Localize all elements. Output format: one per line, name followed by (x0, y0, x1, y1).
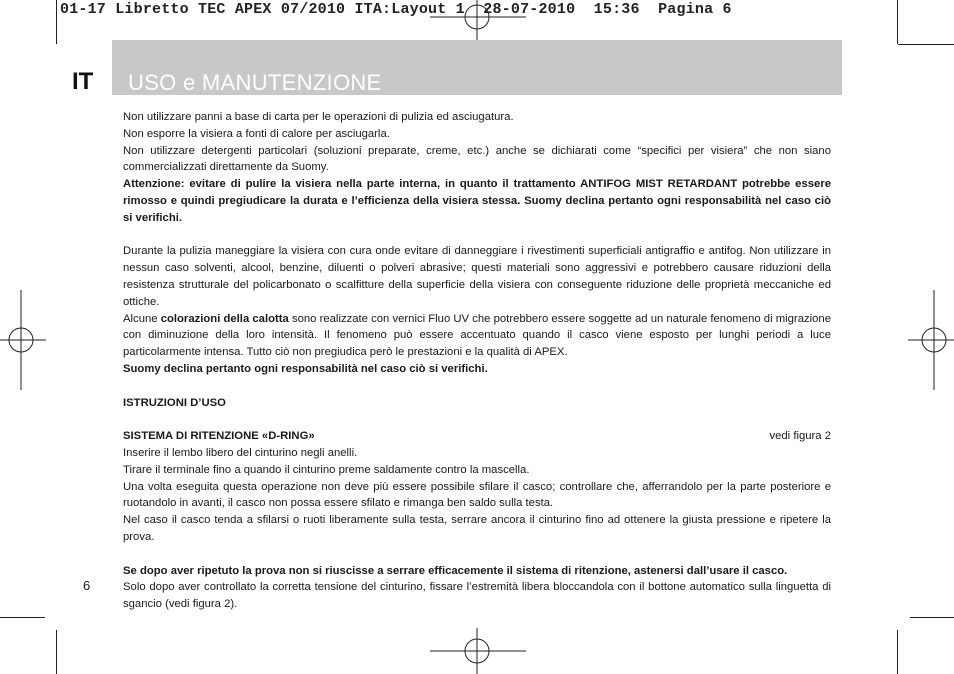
registration-mark-bottom (430, 628, 526, 674)
heading-sistema: SISTEMA DI RITENZIONE «D-RING» (123, 430, 315, 443)
paragraph-text: sono realizzate con vernici Fluo UV che potrebbero essere soggette ad un naturale fenomeno di migrazione con diminuzione della loro intensità. Il fenomeno può essere accentuato quando il casco viene esposto per lunghi periodi a luce particolarmente intensa. Tutto ciò non pregiudica però le prestazioni e la qualità di APEX. (123, 312, 831, 359)
paragraph: Tirare il terminale fino a quando il cinturino preme saldamente contro la mascella. (123, 463, 530, 476)
warning-paragraph: Attenzione: evitare di pulire la visiera nella parte interna, in quanto il trattamento ANTIFOG MIST RETARDANT potrebbe essere rimosso e quindi pregiudicare la durata e l’efficienza della visiera stessa. Suomy declina pertanto ogni responsabilità nel caso ciò si verifichi. (123, 178, 831, 224)
paragraph: Una volta eseguita questa operazione non deve più essere possibile sfilare il casco; controllare che, afferrandolo per la parte posteriore e ruotandolo in avanti, il casco non possa essere sfilato e rimanga ben saldo sulla testa. (123, 480, 831, 510)
paragraph (123, 311, 831, 361)
paragraph: Non utilizzare detergenti particolari (soluzioni preparate, creme, etc.) anche se dichiarati come “specifici per visiera” che non siano commercializzati direttamente da Suomy. (123, 144, 831, 174)
registration-mark-left (0, 290, 46, 390)
paragraph: Non esporre la visiera a fonti di calore per asciugarla. (123, 127, 390, 140)
paragraph-emphasis: colorazioni della calotta (160, 312, 289, 325)
crop-mark-top-left (56, 0, 57, 44)
heading-row-sistema (123, 428, 831, 445)
print-slug-line: 01-17 Libretto TEC APEX 07/2010 ITA:Layout 1 28-07-2010 15:36 Pagina 6 (60, 1, 732, 18)
crop-mark-bottom-right-h (910, 617, 954, 618)
crop-mark-bottom-right (897, 630, 898, 674)
heading-istruzioni: ISTRUZIONI D’USO (123, 396, 226, 409)
figure-reference: vedi figura 2 (769, 430, 831, 443)
page-content (123, 109, 831, 613)
paragraph: Inserire il lembo libero del cinturino negli anelli. (123, 446, 358, 459)
crop-mark-top-right (897, 0, 898, 44)
paragraph: Durante la pulizia maneggiare la visiera con cura onde evitare di danneggiare i rivestimenti superficiali antigraffio e antifog. Non utilizzare in nessun caso solventi, alcool, benzine, diluenti o polveri abrasive; questi materiali sono aggressivi e potrebbero causare riduzioni della resistenza strutturale del policarbonato o scalfitture della superficie della visiera con conseguente riduzione delle proprietà meccaniche ed ottiche. (123, 245, 831, 308)
registration-mark-right (908, 290, 954, 390)
section-title: USO e MANUTENZIONE (128, 70, 382, 95)
crop-mark-bottom-left-h (0, 617, 45, 618)
crop-mark-bottom-left (56, 630, 57, 674)
warning-paragraph: Suomy declina pertanto ogni responsabilità nel caso ciò si verifichi. (123, 362, 488, 375)
language-code: IT (72, 68, 94, 95)
warning-paragraph: Se dopo aver ripetuto la prova non si riuscisse a serrare efficacemente il sistema di ritenzione, astenersi dall’usare il casco. (123, 564, 788, 577)
paragraph: Solo dopo aver controllato la corretta tensione del cinturino, fissare l’estremità libera bloccandola con il bottone automatico sulla linguetta di sgancio (vedi figura 2). (123, 581, 831, 611)
registration-mark-top (430, 0, 526, 40)
page-number: 6 (83, 578, 91, 593)
paragraph-text: Alcune (123, 312, 161, 325)
paragraph: Nel caso il casco tenda a sfilarsi o ruoti liberamente sulla testa, serrare ancora il cinturino fino ad ottenere la giusta pressione e ripetere la prova. (123, 514, 831, 543)
paragraph: Non utilizzare panni a base di carta per le operazioni di pulizia ed asciugatura. (123, 111, 514, 123)
crop-mark-right-h (898, 44, 954, 45)
